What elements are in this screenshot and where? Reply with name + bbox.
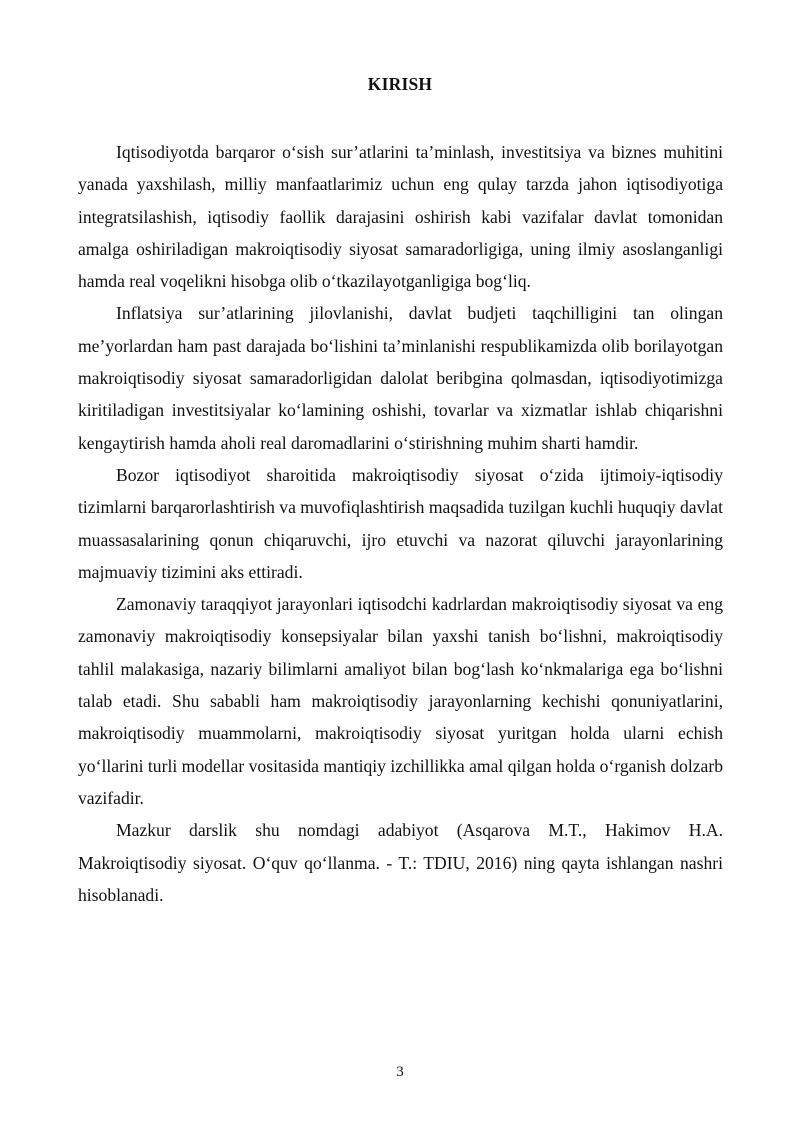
page-number: 3 <box>396 1064 404 1080</box>
paragraph-4: Zamonaviy taraqqiyot jarayonlari iqtisodchi kadrlardan makroiqtisodiy siyosat va eng zamonaviy makroiqtisodiy konsepsiyalar bilan yaxshi tanish bo‘lishni, makroiqtisodiy tahlil malakasiga, nazariy bilimlarni amaliyot bilan bog‘lash ko‘nkmalariga ega bo‘lishni talab etadi. Shu sababli ham makroiqtisodiy jarayonlarning kechishi qonuniyatlarini, makroiqtisodiy muammolarni, makroiqtisodiy siyosat yuritgan holda ularni echish yo‘llarini turli modellar vositasida mantiqiy izchillikka amal qilgan holda o‘rganish dolzarb vazifadir. <box>78 594 723 808</box>
body-text <box>78 136 723 911</box>
paragraph-2: Inflatsiya sur’atlarining jilovlanishi, davlat budjeti taqchilligini tan olingan me’yorlardan ham past darajada bo‘lishini ta’minlanishi respublikamizda olib borilayotgan makroiqtisodiy siyosat samaradorligidan dalolat beribgina qolmasdan, iqtisodiyotimizga kiritiladigan investitsiyalar ko‘lamining oshishi, tovarlar va xizmatlar ishlab chiqarishni kengaytirish hamda aholi real daromadlarini o‘stirishning muhim sharti hamdir. <box>78 303 723 453</box>
paragraph-1: Iqtisodiyotda barqaror o‘sish sur’atlarini ta’minlash, investitsiya va biznes muhitini yanada yaxshilash, milliy manfaatlarimiz uchun eng qulay tarzda jahon iqtisodiyotiga integratsilashish, iqtisodiy faollik darajasini oshirish kabi vazifalar davlat tomonidan amalga oshiriladigan makroiqtisodiy siyosat samaradorligiga, uning ilmiy asoslanganligi hamda real voqelikni hisobga olib o‘tkazilayotganligiga bog‘liq. <box>78 142 723 292</box>
paragraph-5: Mazkur darslik shu nomdagi adabiyot (Asqarova M.T., Hakimov H.A. Makroiqtisodiy siyosat. O‘quv qo‘llanma. - T.: TDIU, 2016) ning qayta ishlangan nashri hisoblanadi. <box>78 820 723 905</box>
paragraph-3: Bozor iqtisodiyot sharoitida makroiqtisodiy siyosat o‘zida ijtimoiy-iqtisodiy tizimlarni barqarorlashtirish va muvofiqlashtirish maqsadida tuzilgan kuchli huquqiy davlat muassasalarining qonun chiqaruvchi, ijro etuvchi va nazorat qiluvchi jarayonlarining majmuaviy tizimini aks ettiradi. <box>78 464 723 582</box>
page-title: KIRISH <box>367 74 433 94</box>
